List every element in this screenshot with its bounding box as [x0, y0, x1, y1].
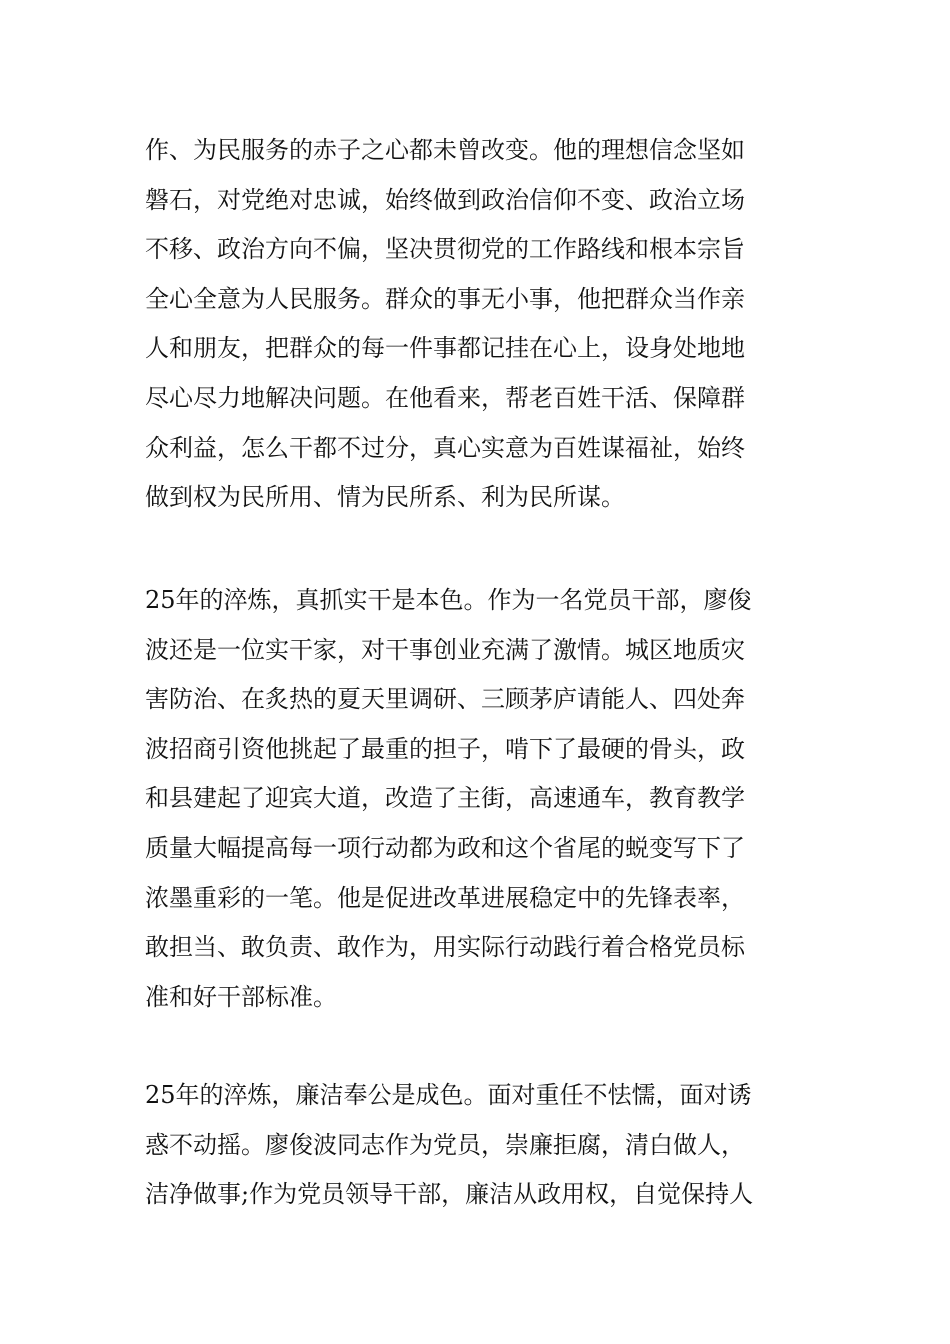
text-line: 准和好干部标准。 — [145, 982, 337, 1011]
text-line: 25年的淬炼，廉洁奉公是成色。面对重任不怯懦，面对诱 — [145, 1081, 752, 1109]
paragraph-1 — [145, 126, 815, 523]
text-line: 质量大幅提高每一项行动都为政和这个省尾的蜕变写下了 — [145, 833, 745, 862]
text-line: 惑不动摇。廖俊波同志作为党员，崇廉拒腐，清白做人， — [145, 1130, 745, 1159]
paragraph-3 — [145, 1071, 815, 1220]
text-line: 不移、政治方向不偏，坚决贯彻党的工作路线和根本宗旨 — [145, 235, 745, 264]
text-line: 波还是一位实干家，对干事创业充满了激情。城区地质灾 — [145, 635, 745, 664]
text-line: 和县建起了迎宾大道，改造了主街，高速通车，教育教学 — [145, 784, 745, 813]
text-line: 作、为民服务的赤子之心都未曾改变。他的理想信念坚如 — [145, 136, 745, 164]
text-line: 敢担当、敢负责、敢作为，用实际行动践行着合格党员标 — [145, 933, 745, 962]
text-line: 浓墨重彩的一笔。他是促进改革进展稳定中的先锋表率， — [145, 883, 745, 912]
paragraph-2 — [145, 576, 815, 1022]
text-line: 人和朋友，把群众的每一件事都记挂在心上，设身处地地 — [145, 334, 745, 363]
text-line: 波招商引资他挑起了最重的担子，啃下了最硬的骨头，政 — [145, 734, 745, 763]
text-line: 害防治、在炙热的夏天里调研、三顾茅庐请能人、四处奔 — [145, 685, 745, 714]
text-line: 磐石，对党绝对忠诚，始终做到政治信仰不变、政治立场 — [145, 185, 745, 214]
text-line: 做到权为民所用、情为民所系、利为民所谋。 — [145, 483, 625, 512]
text-line: 众利益，怎么干都不过分，真心实意为百姓谋福祉，始终 — [145, 433, 745, 462]
text-line: 25年的淬炼，真抓实干是本色。作为一名党员干部，廖俊 — [145, 586, 752, 614]
text-line: 尽心尽力地解决问题。在他看来，帮老百姓干活、保障群 — [145, 383, 745, 412]
text-line: 全心全意为人民服务。群众的事无小事，他把群众当作亲 — [145, 284, 745, 313]
text-line: 洁净做事;作为党员领导干部，廉洁从政用权，自觉保持人 — [145, 1180, 754, 1209]
